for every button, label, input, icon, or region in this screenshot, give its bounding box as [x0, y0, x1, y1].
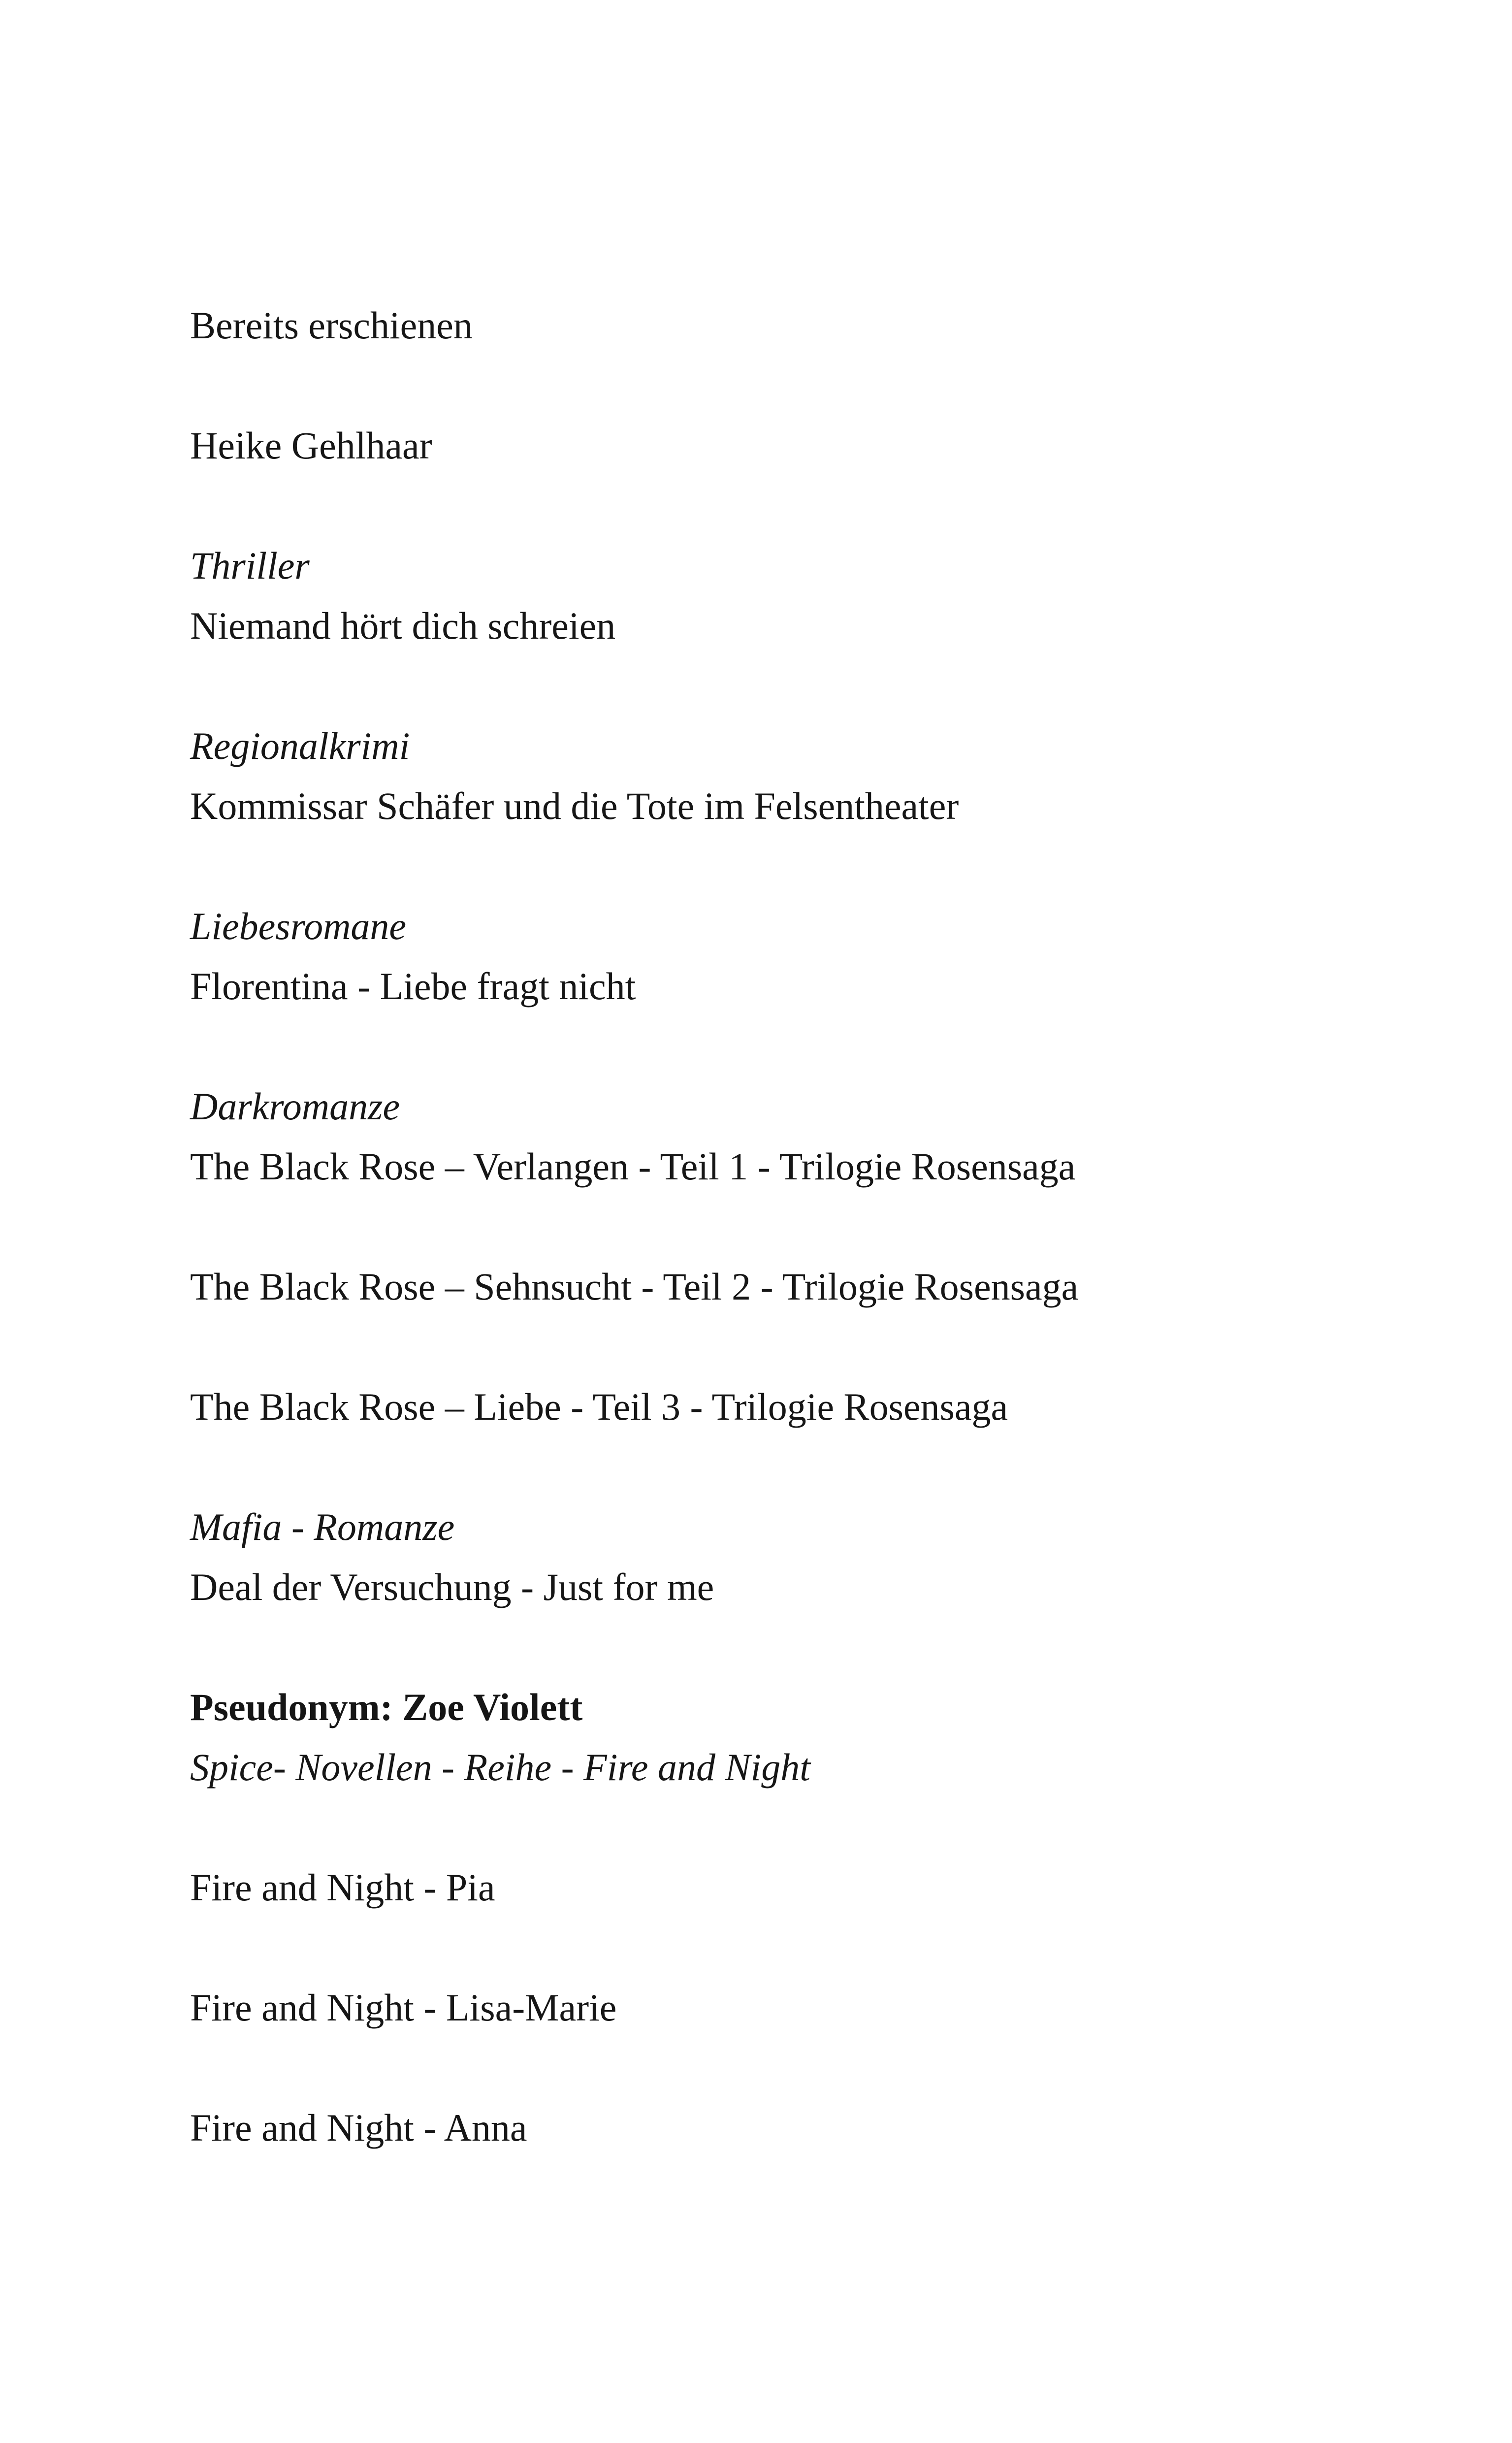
book-title: The Black Rose – Liebe - Teil 3 - Trilogie Rosensaga [190, 1385, 1008, 1428]
book-title-line [190, 1377, 1364, 1437]
book-title: Fire and Night - Anna [190, 2106, 527, 2149]
book-title: Niemand hört dich schreien [190, 604, 616, 647]
genre-label: Darkromanze [190, 1085, 400, 1128]
book-title: Deal der Versuchung - Just for me [190, 1565, 714, 1608]
genre-group-thriller [190, 536, 1364, 656]
genre-group-darkromanze [190, 1076, 1364, 1197]
book-title: The Black Rose – Sehnsucht - Teil 2 - Trilogie Rosensaga [190, 1265, 1079, 1308]
author-name: Heike Gehlhaar [190, 424, 432, 467]
section-heading: Bereits erschienen [190, 304, 473, 347]
genre-label: Thriller [190, 544, 310, 587]
pseudonym-heading: Pseudonym: Zoe Violett [190, 1686, 583, 1728]
pseudonym-block [190, 1677, 1364, 1797]
book-title: Fire and Night - Pia [190, 1866, 495, 1909]
genre-group-liebesromane [190, 896, 1364, 1016]
genre-group-mafia-romanze [190, 1497, 1364, 1617]
genre-label: Regionalkrimi [190, 724, 410, 767]
book-title-line [190, 1257, 1364, 1317]
genre-label: Mafia - Romanze [190, 1505, 455, 1548]
pseudonym-series-label: Spice- Novellen - Reihe - Fire and Night [190, 1746, 810, 1789]
book-title: The Black Rose – Verlangen - Teil 1 - Trilogie Rosensaga [190, 1145, 1076, 1188]
book-title-line [190, 2098, 1364, 2158]
book-title-line [190, 1857, 1364, 1918]
genre-group-regionalkrimi [190, 716, 1364, 836]
book-title: Fire and Night - Lisa-Marie [190, 1986, 617, 2029]
book-title: Kommissar Schäfer und die Tote im Felsentheater [190, 784, 959, 827]
book-title-line [190, 1978, 1364, 2038]
book-title: Florentina - Liebe fragt nicht [190, 965, 636, 1008]
genre-label: Liebesromane [190, 905, 407, 947]
